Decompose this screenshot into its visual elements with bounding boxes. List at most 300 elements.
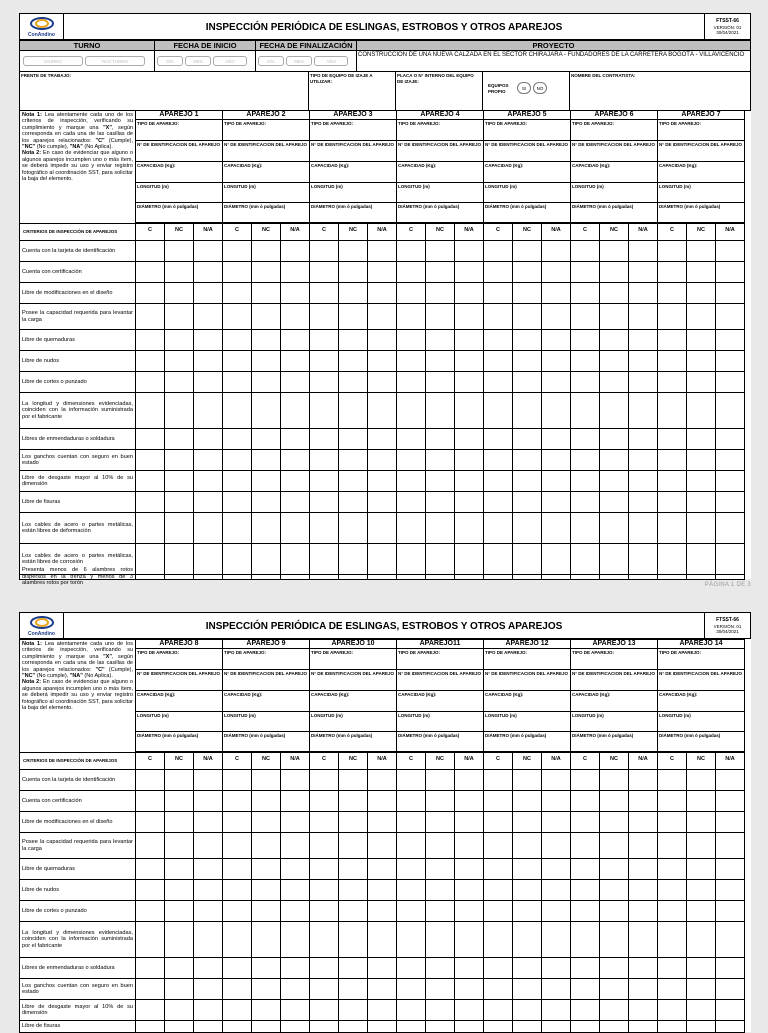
aparejo-id-field[interactable]: N° DE IDENTIFICACION DEL APAREJO [310, 141, 396, 163]
checkbox-c[interactable] [396, 303, 426, 330]
checkbox-c[interactable] [135, 811, 165, 833]
checkbox-c[interactable] [309, 543, 339, 575]
aparejo-id-field[interactable]: N° DE IDENTIFICACION DEL APAREJO [484, 141, 570, 163]
checkbox-nc[interactable] [425, 900, 455, 922]
checkbox-nc[interactable] [251, 491, 281, 513]
checkbox-na[interactable] [280, 350, 310, 372]
checkbox-na[interactable] [454, 240, 484, 262]
aparejo-type-field[interactable]: TIPO DE APAREJO: [310, 649, 396, 670]
checkbox-nc[interactable] [686, 350, 716, 372]
checkbox-c[interactable] [135, 978, 165, 1000]
checkbox-na[interactable] [541, 957, 571, 979]
checkbox-c[interactable] [135, 329, 165, 351]
checkbox-nc[interactable] [338, 512, 368, 544]
checkbox-nc[interactable] [512, 900, 542, 922]
checkbox-c[interactable] [309, 303, 339, 330]
checkbox-na[interactable] [454, 543, 484, 575]
checkbox-c[interactable] [570, 350, 600, 372]
checkbox-na[interactable] [454, 811, 484, 833]
aparejo-capacity-field[interactable]: CAPACIDAD (Kg): [571, 162, 657, 183]
checkbox-c[interactable] [657, 790, 687, 812]
checkbox-c[interactable] [570, 574, 600, 580]
checkbox-nc[interactable] [425, 240, 455, 262]
checkbox-na[interactable] [193, 858, 223, 880]
checkbox-na[interactable] [367, 811, 397, 833]
aparejo-type-field[interactable]: TIPO DE APAREJO: [223, 120, 309, 141]
checkbox-nc[interactable] [686, 999, 716, 1021]
checkbox-na[interactable] [541, 900, 571, 922]
checkbox-nc[interactable] [512, 512, 542, 544]
checkbox-c[interactable] [396, 790, 426, 812]
checkbox-c[interactable] [657, 879, 687, 901]
checkbox-nc[interactable] [425, 329, 455, 351]
checkbox-c[interactable] [222, 329, 252, 351]
checkbox-c[interactable] [657, 978, 687, 1000]
checkbox-na[interactable] [367, 921, 397, 958]
checkbox-c[interactable] [135, 470, 165, 492]
checkbox-nc[interactable] [425, 879, 455, 901]
checkbox-na[interactable] [541, 329, 571, 351]
checkbox-na[interactable] [367, 957, 397, 979]
checkbox-c[interactable] [396, 879, 426, 901]
checkbox-na[interactable] [280, 240, 310, 262]
checkbox-nc[interactable] [251, 858, 281, 880]
checkbox-na[interactable] [367, 491, 397, 513]
checkbox-na[interactable] [367, 261, 397, 283]
checkbox-c[interactable] [135, 574, 165, 580]
checkbox-c[interactable] [309, 449, 339, 471]
checkbox-c[interactable] [396, 832, 426, 859]
checkbox-nc[interactable] [425, 282, 455, 304]
turno-option-nocturno[interactable]: NOCTURNO [85, 56, 145, 66]
checkbox-nc[interactable] [251, 900, 281, 922]
equipment-plate-field[interactable]: PLACA O N° INTERNO DEL EQUIPO DE IZAJE: [395, 71, 483, 111]
checkbox-c[interactable] [657, 282, 687, 304]
checkbox-nc[interactable] [686, 392, 716, 429]
checkbox-na[interactable] [628, 512, 658, 544]
checkbox-na[interactable] [367, 858, 397, 880]
checkbox-nc[interactable] [164, 261, 194, 283]
checkbox-nc[interactable] [512, 879, 542, 901]
aparejo-length-field[interactable]: LONGITUD (m) [136, 712, 222, 733]
checkbox-nc[interactable] [512, 769, 542, 791]
checkbox-na[interactable] [715, 449, 745, 471]
checkbox-c[interactable] [309, 900, 339, 922]
checkbox-c[interactable] [222, 261, 252, 283]
checkbox-na[interactable] [193, 491, 223, 513]
checkbox-c[interactable] [135, 879, 165, 901]
checkbox-na[interactable] [193, 329, 223, 351]
checkbox-c[interactable] [483, 858, 513, 880]
checkbox-c[interactable] [135, 371, 165, 393]
checkbox-c[interactable] [483, 449, 513, 471]
aparejo-diameter-field[interactable]: DIÁMETRO (mm ó pulgadas) [136, 203, 222, 223]
checkbox-nc[interactable] [338, 261, 368, 283]
checkbox-nc[interactable] [338, 790, 368, 812]
checkbox-nc[interactable] [338, 491, 368, 513]
checkbox-nc[interactable] [425, 470, 455, 492]
checkbox-na[interactable] [541, 769, 571, 791]
checkbox-nc[interactable] [512, 392, 542, 429]
checkbox-na[interactable] [367, 303, 397, 330]
checkbox-nc[interactable] [425, 811, 455, 833]
aparejo-length-field[interactable]: LONGITUD (m) [397, 183, 483, 204]
checkbox-nc[interactable] [164, 832, 194, 859]
checkbox-nc[interactable] [512, 449, 542, 471]
checkbox-nc[interactable] [686, 303, 716, 330]
checkbox-na[interactable] [454, 574, 484, 580]
checkbox-c[interactable] [483, 470, 513, 492]
checkbox-nc[interactable] [338, 999, 368, 1021]
checkbox-nc[interactable] [599, 240, 629, 262]
checkbox-nc[interactable] [164, 371, 194, 393]
checkbox-nc[interactable] [686, 1020, 716, 1033]
checkbox-c[interactable] [657, 999, 687, 1021]
checkbox-c[interactable] [222, 449, 252, 471]
checkbox-c[interactable] [309, 392, 339, 429]
checkbox-nc[interactable] [164, 1020, 194, 1033]
checkbox-na[interactable] [628, 303, 658, 330]
checkbox-nc[interactable] [338, 392, 368, 429]
aparejo-capacity-field[interactable]: CAPACIDAD (Kg): [484, 691, 570, 712]
checkbox-nc[interactable] [686, 491, 716, 513]
checkbox-na[interactable] [367, 428, 397, 450]
checkbox-na[interactable] [280, 574, 310, 580]
checkbox-na[interactable] [367, 879, 397, 901]
checkbox-c[interactable] [570, 329, 600, 351]
aparejo-id-field[interactable]: N° DE IDENTIFICACION DEL APAREJO [658, 141, 744, 163]
checkbox-c[interactable] [222, 999, 252, 1021]
checkbox-nc[interactable] [164, 921, 194, 958]
checkbox-na[interactable] [715, 832, 745, 859]
checkbox-na[interactable] [193, 392, 223, 429]
checkbox-nc[interactable] [338, 858, 368, 880]
checkbox-c[interactable] [396, 470, 426, 492]
checkbox-c[interactable] [135, 350, 165, 372]
checkbox-nc[interactable] [251, 428, 281, 450]
checkbox-c[interactable] [483, 921, 513, 958]
checkbox-c[interactable] [657, 371, 687, 393]
checkbox-c[interactable] [396, 329, 426, 351]
checkbox-c[interactable] [570, 491, 600, 513]
checkbox-na[interactable] [454, 879, 484, 901]
checkbox-na[interactable] [193, 512, 223, 544]
checkbox-na[interactable] [280, 303, 310, 330]
checkbox-c[interactable] [570, 957, 600, 979]
checkbox-na[interactable] [454, 329, 484, 351]
checkbox-nc[interactable] [251, 543, 281, 575]
checkbox-nc[interactable] [251, 879, 281, 901]
checkbox-nc[interactable] [164, 790, 194, 812]
checkbox-na[interactable] [454, 978, 484, 1000]
checkbox-nc[interactable] [599, 392, 629, 429]
checkbox-c[interactable] [657, 303, 687, 330]
checkbox-c[interactable] [483, 900, 513, 922]
checkbox-na[interactable] [193, 832, 223, 859]
checkbox-c[interactable] [657, 491, 687, 513]
checkbox-na[interactable] [367, 574, 397, 580]
aparejo-diameter-field[interactable]: DIÁMETRO (mm ó pulgadas) [136, 732, 222, 752]
checkbox-c[interactable] [135, 261, 165, 283]
checkbox-c[interactable] [657, 240, 687, 262]
checkbox-na[interactable] [280, 811, 310, 833]
checkbox-nc[interactable] [425, 261, 455, 283]
checkbox-na[interactable] [367, 350, 397, 372]
checkbox-nc[interactable] [251, 811, 281, 833]
checkbox-na[interactable] [628, 574, 658, 580]
checkbox-na[interactable] [454, 261, 484, 283]
checkbox-c[interactable] [396, 491, 426, 513]
work-front-field[interactable]: FRENTE DE TRABAJO: [19, 71, 309, 111]
checkbox-nc[interactable] [686, 240, 716, 262]
checkbox-na[interactable] [280, 1020, 310, 1033]
checkbox-na[interactable] [454, 449, 484, 471]
checkbox-c[interactable] [657, 470, 687, 492]
aparejo-length-field[interactable]: LONGITUD (m) [571, 183, 657, 204]
checkbox-na[interactable] [628, 858, 658, 880]
checkbox-nc[interactable] [599, 769, 629, 791]
checkbox-c[interactable] [222, 282, 252, 304]
aparejo-capacity-field[interactable]: CAPACIDAD (Kg): [397, 162, 483, 183]
checkbox-na[interactable] [367, 512, 397, 544]
checkbox-na[interactable] [715, 428, 745, 450]
checkbox-nc[interactable] [599, 574, 629, 580]
checkbox-nc[interactable] [164, 858, 194, 880]
checkbox-c[interactable] [570, 449, 600, 471]
checkbox-nc[interactable] [599, 329, 629, 351]
checkbox-na[interactable] [715, 282, 745, 304]
checkbox-nc[interactable] [686, 449, 716, 471]
checkbox-c[interactable] [483, 240, 513, 262]
checkbox-c[interactable] [570, 543, 600, 575]
checkbox-na[interactable] [541, 790, 571, 812]
checkbox-nc[interactable] [512, 371, 542, 393]
checkbox-na[interactable] [280, 371, 310, 393]
checkbox-nc[interactable] [686, 282, 716, 304]
checkbox-na[interactable] [715, 303, 745, 330]
checkbox-na[interactable] [193, 900, 223, 922]
checkbox-c[interactable] [396, 428, 426, 450]
checkbox-na[interactable] [367, 999, 397, 1021]
checkbox-c[interactable] [570, 282, 600, 304]
checkbox-nc[interactable] [338, 303, 368, 330]
checkbox-nc[interactable] [164, 428, 194, 450]
checkbox-nc[interactable] [599, 790, 629, 812]
checkbox-nc[interactable] [599, 811, 629, 833]
checkbox-nc[interactable] [338, 449, 368, 471]
checkbox-c[interactable] [483, 769, 513, 791]
checkbox-na[interactable] [454, 282, 484, 304]
checkbox-nc[interactable] [251, 512, 281, 544]
aparejo-id-field[interactable]: N° DE IDENTIFICACION DEL APAREJO [310, 670, 396, 692]
checkbox-c[interactable] [396, 978, 426, 1000]
checkbox-na[interactable] [367, 900, 397, 922]
checkbox-c[interactable] [135, 858, 165, 880]
aparejo-diameter-field[interactable]: DIÁMETRO (mm ó pulgadas) [571, 732, 657, 752]
aparejo-id-field[interactable]: N° DE IDENTIFICACION DEL APAREJO [223, 670, 309, 692]
checkbox-c[interactable] [570, 921, 600, 958]
checkbox-c[interactable] [309, 470, 339, 492]
aparejo-id-field[interactable]: N° DE IDENTIFICACION DEL APAREJO [571, 670, 657, 692]
checkbox-nc[interactable] [425, 1020, 455, 1033]
checkbox-c[interactable] [309, 790, 339, 812]
checkbox-nc[interactable] [599, 350, 629, 372]
checkbox-nc[interactable] [251, 282, 281, 304]
checkbox-na[interactable] [367, 282, 397, 304]
aparejo-length-field[interactable]: LONGITUD (m) [397, 712, 483, 733]
checkbox-c[interactable] [396, 1020, 426, 1033]
checkbox-nc[interactable] [512, 1020, 542, 1033]
checkbox-c[interactable] [135, 999, 165, 1021]
checkbox-nc[interactable] [686, 543, 716, 575]
checkbox-c[interactable] [396, 240, 426, 262]
checkbox-na[interactable] [715, 261, 745, 283]
checkbox-c[interactable] [657, 858, 687, 880]
checkbox-na[interactable] [280, 769, 310, 791]
checkbox-c[interactable] [135, 957, 165, 979]
checkbox-nc[interactable] [164, 879, 194, 901]
start-date-mes[interactable]: MES [185, 56, 211, 66]
aparejo-diameter-field[interactable]: DIÁMETRO (mm ó pulgadas) [397, 203, 483, 223]
checkbox-na[interactable] [715, 900, 745, 922]
checkbox-na[interactable] [628, 350, 658, 372]
checkbox-c[interactable] [222, 371, 252, 393]
checkbox-nc[interactable] [251, 769, 281, 791]
aparejo-length-field[interactable]: LONGITUD (m) [658, 183, 744, 204]
checkbox-c[interactable] [309, 350, 339, 372]
checkbox-nc[interactable] [425, 574, 455, 580]
checkbox-na[interactable] [628, 371, 658, 393]
checkbox-na[interactable] [628, 900, 658, 922]
checkbox-nc[interactable] [599, 449, 629, 471]
checkbox-c[interactable] [396, 350, 426, 372]
checkbox-na[interactable] [280, 858, 310, 880]
checkbox-na[interactable] [193, 428, 223, 450]
checkbox-c[interactable] [135, 832, 165, 859]
checkbox-na[interactable] [628, 832, 658, 859]
checkbox-na[interactable] [280, 921, 310, 958]
checkbox-c[interactable] [309, 512, 339, 544]
checkbox-na[interactable] [541, 574, 571, 580]
checkbox-c[interactable] [483, 329, 513, 351]
checkbox-na[interactable] [454, 1020, 484, 1033]
checkbox-na[interactable] [628, 282, 658, 304]
checkbox-nc[interactable] [425, 371, 455, 393]
checkbox-nc[interactable] [425, 350, 455, 372]
checkbox-nc[interactable] [686, 769, 716, 791]
checkbox-c[interactable] [135, 491, 165, 513]
checkbox-c[interactable] [222, 303, 252, 330]
checkbox-nc[interactable] [251, 921, 281, 958]
aparejo-diameter-field[interactable]: DIÁMETRO (mm ó pulgadas) [310, 203, 396, 223]
checkbox-na[interactable] [715, 921, 745, 958]
checkbox-c[interactable] [222, 879, 252, 901]
checkbox-c[interactable] [396, 392, 426, 429]
checkbox-nc[interactable] [512, 811, 542, 833]
checkbox-nc[interactable] [686, 261, 716, 283]
checkbox-nc[interactable] [425, 449, 455, 471]
checkbox-na[interactable] [628, 428, 658, 450]
checkbox-c[interactable] [483, 1020, 513, 1033]
checkbox-c[interactable] [309, 999, 339, 1021]
aparejo-capacity-field[interactable]: CAPACIDAD (Kg): [310, 162, 396, 183]
checkbox-nc[interactable] [251, 350, 281, 372]
aparejo-type-field[interactable]: TIPO DE APAREJO: [136, 649, 222, 670]
checkbox-na[interactable] [367, 329, 397, 351]
checkbox-na[interactable] [628, 999, 658, 1021]
checkbox-nc[interactable] [686, 371, 716, 393]
checkbox-nc[interactable] [512, 858, 542, 880]
aparejo-length-field[interactable]: LONGITUD (m) [223, 183, 309, 204]
end-date-mes[interactable]: MES [286, 56, 312, 66]
checkbox-na[interactable] [715, 350, 745, 372]
checkbox-nc[interactable] [512, 240, 542, 262]
checkbox-na[interactable] [193, 769, 223, 791]
aparejo-length-field[interactable]: LONGITUD (m) [310, 712, 396, 733]
checkbox-na[interactable] [280, 790, 310, 812]
checkbox-nc[interactable] [338, 900, 368, 922]
checkbox-nc[interactable] [425, 921, 455, 958]
checkbox-na[interactable] [193, 574, 223, 580]
checkbox-nc[interactable] [599, 978, 629, 1000]
checkbox-c[interactable] [396, 371, 426, 393]
checkbox-c[interactable] [483, 811, 513, 833]
checkbox-na[interactable] [715, 858, 745, 880]
checkbox-na[interactable] [628, 449, 658, 471]
checkbox-c[interactable] [222, 512, 252, 544]
checkbox-na[interactable] [715, 1020, 745, 1033]
checkbox-c[interactable] [570, 978, 600, 1000]
checkbox-c[interactable] [483, 957, 513, 979]
checkbox-c[interactable] [570, 858, 600, 880]
checkbox-na[interactable] [541, 978, 571, 1000]
checkbox-c[interactable] [222, 574, 252, 580]
checkbox-c[interactable] [222, 470, 252, 492]
checkbox-nc[interactable] [251, 329, 281, 351]
checkbox-c[interactable] [657, 900, 687, 922]
checkbox-c[interactable] [657, 329, 687, 351]
checkbox-nc[interactable] [164, 240, 194, 262]
checkbox-nc[interactable] [251, 470, 281, 492]
aparejo-diameter-field[interactable]: DIÁMETRO (mm ó pulgadas) [310, 732, 396, 752]
aparejo-id-field[interactable]: N° DE IDENTIFICACION DEL APAREJO [223, 141, 309, 163]
checkbox-nc[interactable] [512, 543, 542, 575]
checkbox-na[interactable] [541, 371, 571, 393]
checkbox-nc[interactable] [686, 978, 716, 1000]
checkbox-na[interactable] [628, 543, 658, 575]
checkbox-nc[interactable] [686, 574, 716, 580]
checkbox-nc[interactable] [425, 790, 455, 812]
checkbox-na[interactable] [541, 282, 571, 304]
checkbox-nc[interactable] [425, 999, 455, 1021]
checkbox-na[interactable] [193, 978, 223, 1000]
checkbox-c[interactable] [135, 900, 165, 922]
checkbox-nc[interactable] [251, 790, 281, 812]
checkbox-nc[interactable] [338, 282, 368, 304]
checkbox-na[interactable] [367, 543, 397, 575]
checkbox-na[interactable] [715, 811, 745, 833]
checkbox-na[interactable] [541, 350, 571, 372]
checkbox-c[interactable] [135, 769, 165, 791]
checkbox-nc[interactable] [164, 392, 194, 429]
checkbox-na[interactable] [541, 428, 571, 450]
checkbox-na[interactable] [193, 261, 223, 283]
checkbox-nc[interactable] [512, 574, 542, 580]
checkbox-na[interactable] [715, 512, 745, 544]
checkbox-na[interactable] [541, 392, 571, 429]
checkbox-c[interactable] [657, 921, 687, 958]
checkbox-nc[interactable] [338, 543, 368, 575]
